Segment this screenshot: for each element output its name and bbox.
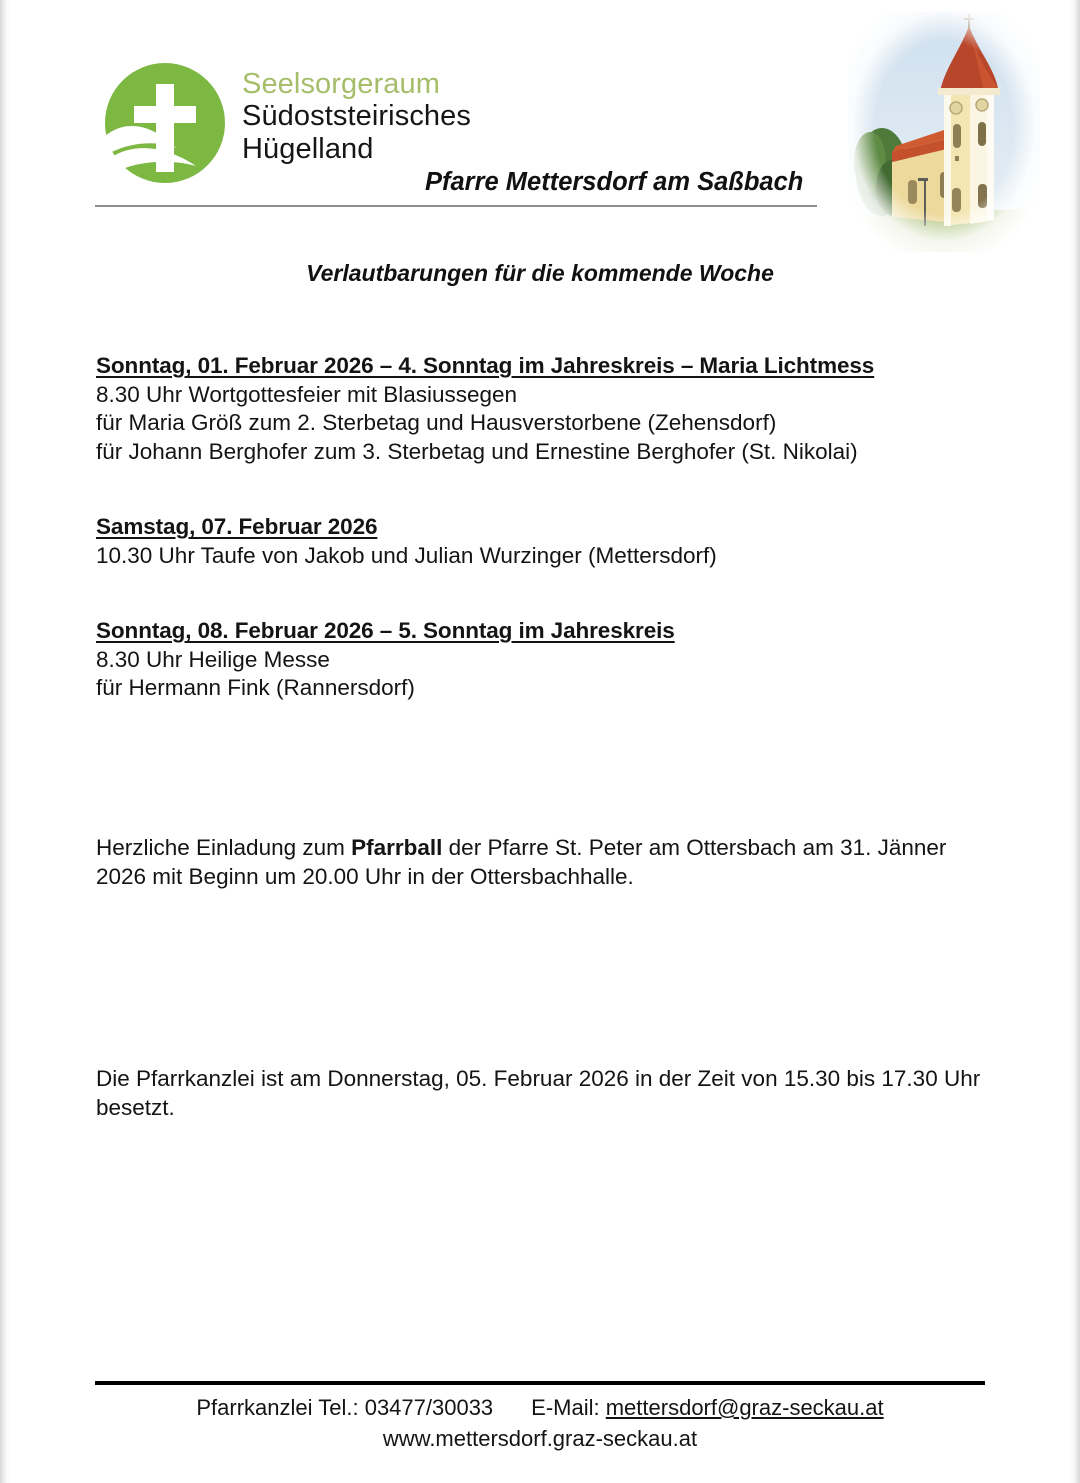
church-photo-image bbox=[848, 12, 1040, 252]
announcement-text-part2: der Pfarre St. Peter am Ottersbach am 31. Jänner 2026 mit Beginn um 20.00 Uhr in der Ottersbachhalle. bbox=[96, 834, 947, 889]
section-spacer bbox=[96, 703, 996, 833]
document-footer bbox=[0, 1392, 1080, 1454]
footer-email-address[interactable]: mettersdorf@graz-seckau.at bbox=[605, 1395, 884, 1420]
footer-email-label: E-Mail: bbox=[531, 1395, 606, 1420]
entry-spacer bbox=[96, 570, 996, 617]
entry-heading: Samstag, 07. Februar 2026 bbox=[96, 514, 378, 539]
document-subtitle: Verlautbarungen für die kommende Woche bbox=[306, 260, 774, 286]
footer-phone: Pfarrkanzlei Tel.: 03477/30033 bbox=[196, 1395, 494, 1420]
logo-line-seelsorgeraum: Seelsorgeraum bbox=[242, 68, 440, 100]
entry-line: 8.30 Uhr Heilige Messe bbox=[96, 646, 330, 672]
schedule-entry-1 bbox=[96, 352, 996, 466]
parish-title: Pfarre Mettersdorf am Saßbach bbox=[425, 168, 804, 196]
entry-spacer bbox=[96, 466, 996, 513]
green-circle-cross-hills-icon bbox=[104, 62, 226, 184]
logo-line-suedoststeirisches: Südoststeirisches bbox=[242, 100, 471, 133]
schedule-entry-2 bbox=[96, 513, 996, 570]
footer-divider bbox=[95, 1381, 985, 1385]
entry-heading: Sonntag, 08. Februar 2026 – 5. Sonntag im Jahreskreis bbox=[96, 618, 675, 643]
logo-line-huegelland: Hügelland bbox=[242, 132, 374, 165]
entry-line: für Hermann Fink (Rannersdorf) bbox=[96, 675, 415, 700]
footer-website[interactable]: www.mettersdorf.graz-seckau.at bbox=[382, 1426, 698, 1451]
footer-contact-line bbox=[0, 1392, 1080, 1423]
schedule-entry-3 bbox=[96, 617, 996, 703]
entry-line: 8.30 Uhr Wortgottesfeier mit Blasiussegen bbox=[96, 381, 518, 407]
announcement-text-part1: Herzliche Einladung zum bbox=[96, 834, 352, 860]
entry-heading: Sonntag, 01. Februar 2026 – 4. Sonntag im Jahreskreis – Maria Lichtmess bbox=[96, 353, 875, 378]
announcement-bold-term: Pfarrball bbox=[351, 834, 443, 860]
logo-wordmark bbox=[242, 68, 471, 165]
office-hours-notice: Die Pfarrkanzlei ist am Donnerstag, 05. Februar 2026 in der Zeit von 15.30 bis 17.30 Uhr besetzt. bbox=[96, 1065, 981, 1120]
seelsorgeraum-logo bbox=[104, 62, 471, 184]
section-spacer bbox=[96, 1022, 996, 1064]
entry-line: 10.30 Uhr Taufe von Jakob und Julian Wurzinger (Mettersdorf) bbox=[96, 542, 717, 568]
document-header bbox=[0, 0, 1080, 230]
pfarrball-announcement bbox=[96, 833, 996, 892]
header-divider bbox=[95, 205, 817, 207]
document-body bbox=[96, 352, 996, 1123]
section-spacer bbox=[96, 892, 996, 1022]
entry-line: für Maria Größ zum 2. Sterbetag und Hausverstorbene (Zehensdorf) bbox=[96, 410, 777, 435]
entry-line: für Johann Berghofer zum 3. Sterbetag und Ernestine Berghofer (St. Nikolai) bbox=[96, 438, 858, 464]
